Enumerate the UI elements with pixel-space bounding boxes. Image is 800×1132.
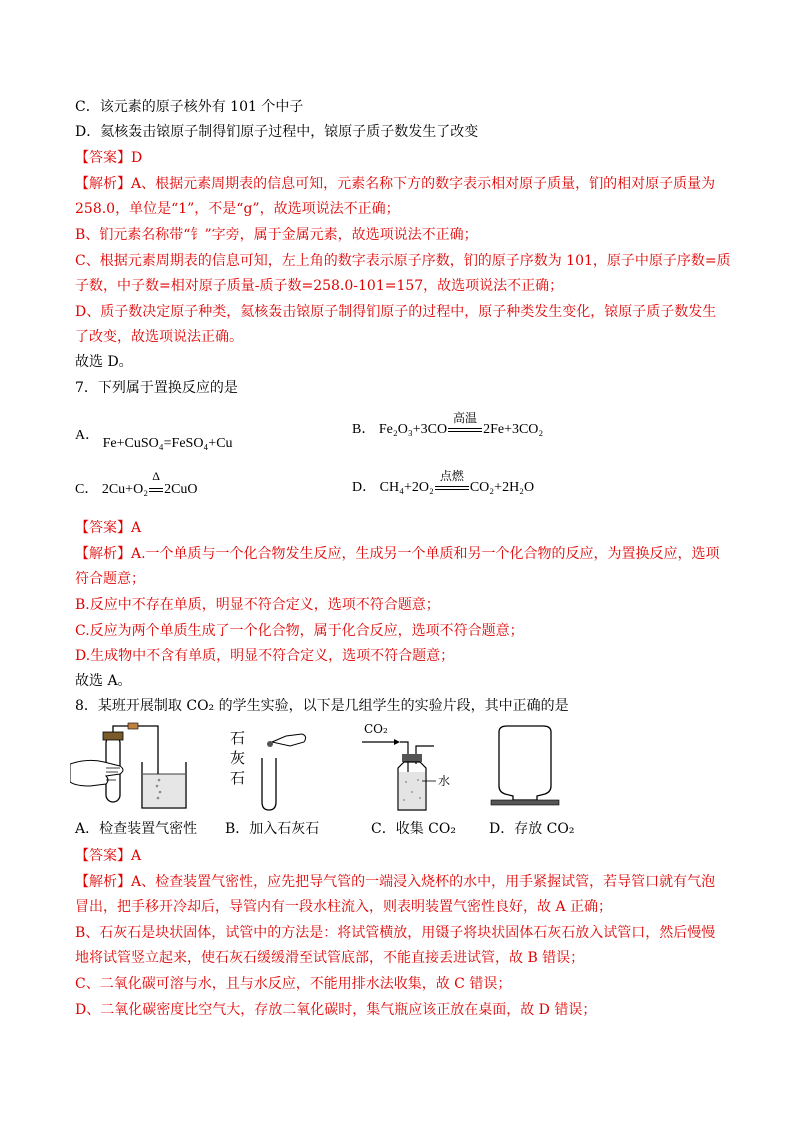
q7-option-b-left: Fe₂O₃+3CO: [378, 422, 448, 437]
q7-option-c-left: 2Cu+O₂: [101, 482, 149, 497]
q6-explanation-4b: 了改变，故选项说法正确。: [75, 329, 243, 345]
figure-d-caption: D．存放 CO₂: [489, 821, 575, 837]
q7-option-b-label: B．: [352, 422, 376, 437]
q8-explanation-4: D、二氧化碳密度比空气大，存放二氧化碳时，集气瓶应该正放在桌面，故 D 错误；: [75, 1002, 597, 1018]
figure-c-caption: C．收集 CO₂: [371, 821, 456, 837]
figure-add-limestone: [250, 724, 310, 814]
figure-c-co2-label: CO₂: [364, 722, 388, 736]
q6-explanation-3a: C、根据元素周期表的信息可知，左上角的数字表示原子序数，钔的原子序数为 101，原子中原子序数=质: [75, 253, 731, 269]
q7-option-c-condition-text: Δ: [152, 469, 160, 483]
q8-explanation-2a: B、石灰石是块状固体，试管中的方法是：将试管横放，用镊子将块状固体石灰石放入试管口，然后慢慢: [75, 925, 716, 941]
q7-explanation-1a: 【解析】A.一个单质与一个化合物发生反应，生成另一个单质和另一个化合物的反应，为置换反应，选项: [75, 546, 720, 562]
double-bar-icon: [448, 428, 482, 432]
q6-explanation-2: B、钔元素名称带“钅”字旁，属于金属元素，故选项说法不正确；: [75, 227, 478, 243]
q6-explanation-4a: D、质子数决定原子种类，氦核轰击锿原子制得钔原子的过程中，原子种类发生变化，锿原子质子数发生: [75, 304, 717, 320]
q7-option-d-condition-text: 点燃: [439, 469, 464, 483]
q7-option-b: [352, 411, 544, 438]
q7-option-d-label: D．: [352, 480, 377, 495]
q7-explanation-2: B.反应中不存在单质，明显不符合定义，选项不符合题意；: [75, 597, 440, 613]
figure-c-water-label: 水: [438, 774, 451, 788]
q6-option-d: D．氦核轰击锿原子制得钔原子过程中，锿原子质子数发生了改变: [75, 124, 479, 140]
q7-option-c-right: 2CuO: [164, 482, 198, 497]
q7-conclusion: 故选 A。: [75, 673, 132, 689]
q7-explanation-1b: 符合题意；: [75, 571, 145, 587]
q7-answer: 【答案】A: [75, 520, 142, 536]
q6-conclusion: 故选 D。: [75, 354, 133, 370]
figure-airtightness-check: [70, 722, 200, 812]
figure-b-label-char-3: 石: [230, 769, 246, 787]
figure-b-label: [230, 728, 245, 788]
q7-option-d-left: CH₄+2O₂: [379, 480, 434, 495]
q7-option-a-label: A．: [75, 428, 100, 443]
q7-option-b-condition-text: 高温: [453, 411, 478, 425]
q8-explanation-2b: 地将试管竖立起来，使石灰石缓缓滑至试管底部，不能直接丢进试管，故 B 错误；: [75, 950, 585, 966]
figure-store-co2: [485, 722, 565, 812]
q6-answer: 【答案】D: [75, 150, 143, 166]
q7-option-c: [75, 469, 198, 498]
q7-option-c-condition: [149, 469, 163, 498]
q8-explanation-1b: 冒出，把手移开冷却后，导管内有一段水柱流入，则表明装置气密性良好，故 A 正确；: [75, 899, 613, 915]
q6-explanation-3b: 子数，中子数=相对原子质量-质子数=258.0-101=157，故选项说法不正确；: [75, 278, 564, 294]
q7-explanation-3: C.反应为两个单质生成了一个化合物，属于化合反应，选项不符合题意；: [75, 623, 524, 639]
double-bar-icon: [149, 488, 163, 492]
figure-b-caption: B．加入石灰石: [225, 821, 320, 837]
q7-stem: 7．下列属于置换反应的是: [75, 380, 238, 396]
q7-option-d-right: CO₂+2H₂O: [469, 480, 535, 495]
q8-explanation-3: C、二氧化碳可溶与水，且与水反应，不能用排水法收集，故 C 错误；: [75, 976, 512, 992]
q7-option-d-condition: [435, 469, 469, 496]
q6-explanation-1b: 258.0，单位是“1”，不是“g”，故选项说法不正确；: [75, 201, 400, 217]
q7-option-c-label: C．: [75, 482, 99, 497]
q6-explanation-1a: 【解析】A、根据元素周期表的信息可知，元素名称下方的数字表示相对原子质量，钔的相对原子质量为: [75, 176, 716, 192]
figure-b-label-char-1: 石: [230, 729, 246, 747]
q7-option-d: [352, 469, 535, 496]
q6-option-c: C．该元素的原子核外有 101 个中子: [75, 99, 304, 115]
q8-explanation-1a: 【解析】A、检查装置气密性，应先把导气管的一端浸入烧杯的水中，用手紧握试管，若导管口就有气泡: [75, 874, 716, 890]
q8-answer: 【答案】A: [75, 848, 142, 864]
q8-stem: 8．某班开展制取 CO₂ 的学生实验，以下是几组学生的实验片段，其中正确的是: [75, 698, 569, 714]
q7-option-a: [75, 424, 233, 451]
q7-option-b-condition: [448, 411, 482, 438]
double-bar-icon: [435, 486, 469, 490]
figure-a-caption: A．检查装置气密性: [75, 821, 198, 837]
q7-option-a-equation: Fe+CuSO₄=FeSO₄+Cu: [102, 436, 233, 451]
figure-b-label-char-2: 灰: [230, 749, 246, 767]
q7-explanation-4: D.生成物中不含有单质，明显不符合定义，选项不符合题意；: [75, 648, 455, 664]
q7-option-b-right: 2Fe+3CO₂: [483, 422, 544, 437]
